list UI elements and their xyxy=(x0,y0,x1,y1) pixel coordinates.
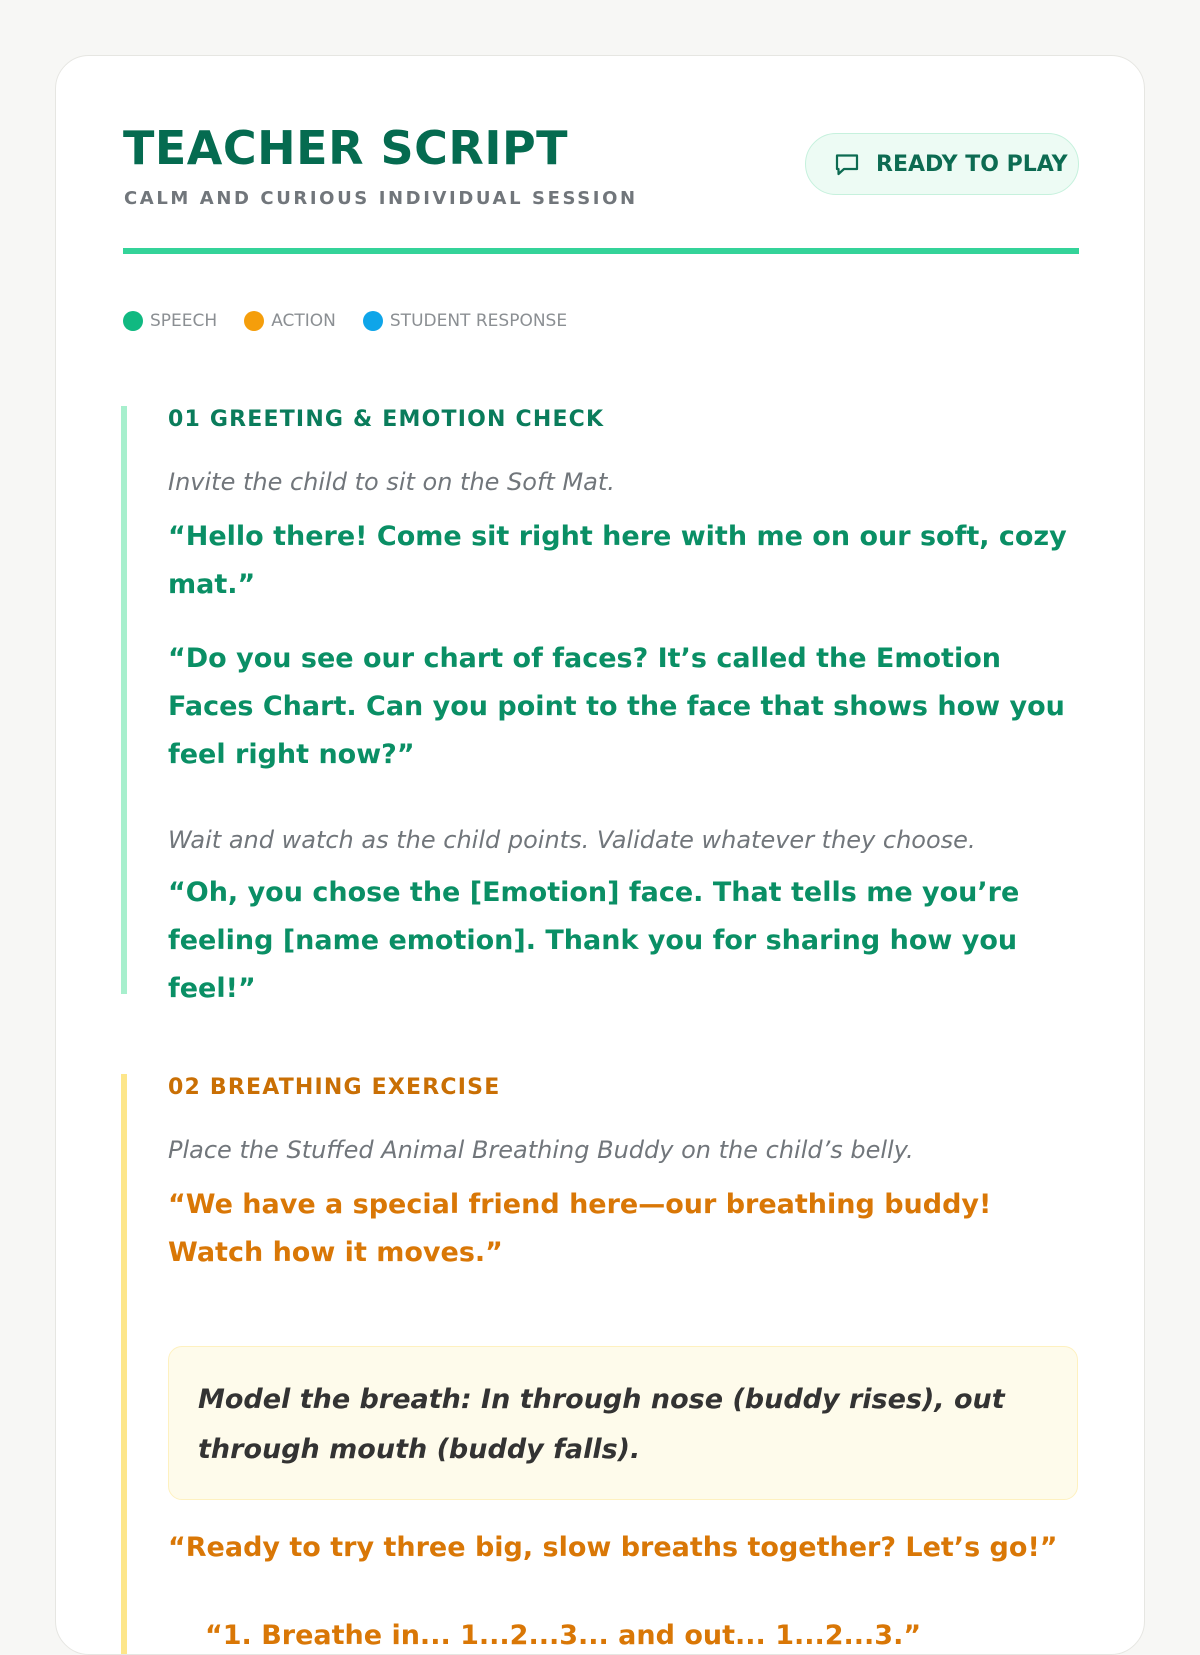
ready-to-play-button[interactable] xyxy=(805,133,1079,195)
script-legend xyxy=(123,308,594,334)
greeting-emotion-check-section xyxy=(121,406,1077,1004)
teacher-script-card xyxy=(55,55,1145,1655)
legend-item-action xyxy=(244,311,336,331)
breathing-count-line: “1. Breathe in... 1...2...3... and out... 1...2...3.” xyxy=(205,1620,922,1651)
page-title: TEACHER SCRIPT xyxy=(123,121,569,175)
speech-line: “We have a special friend here—our breathing buddy! Watch how it moves.” xyxy=(168,1189,992,1268)
legend-item-student-response xyxy=(363,311,567,331)
ready-to-play-label: READY TO PLAY xyxy=(876,151,1068,177)
legend-item-speech xyxy=(123,311,217,331)
student-response-color-dot xyxy=(363,311,383,331)
speech-line: “Ready to try three big, slow breaths together? Let’s go!” xyxy=(168,1532,1058,1563)
speech-line: “Do you see our chart of faces? It’s called the Emotion Faces Chart. Can you point to the face that shows how you feel right now?” xyxy=(168,643,1065,770)
page-subtitle: CALM AND CURIOUS INDIVIDUAL SESSION xyxy=(124,188,638,209)
action-instruction-box xyxy=(168,1346,1078,1500)
speech-bubble-icon xyxy=(832,149,862,179)
speech-line: “Oh, you chose the [Emotion] face. That tells me you’re feeling [name emotion]. Thank you for sharing how you feel!” xyxy=(168,877,1020,1004)
action-color-dot xyxy=(244,311,264,331)
section-heading: 01 GREETING & EMOTION CHECK xyxy=(168,407,605,432)
legend-label-speech: SPEECH xyxy=(150,311,218,331)
legend-label-action: ACTION xyxy=(271,311,336,331)
speech-color-dot xyxy=(123,311,143,331)
stage-direction: Invite the child to sit on the Soft Mat. xyxy=(168,468,615,496)
section-heading: 02 BREATHING EXERCISE xyxy=(168,1075,501,1100)
script-header xyxy=(123,120,1079,254)
breathing-exercise-section xyxy=(121,1074,1077,1655)
speech-line: “Hello there! Come sit right here with me on our soft, cozy mat.” xyxy=(168,521,1067,600)
action-instruction-text: Model the breath: In through nose (buddy rises), out through mouth (buddy falls). xyxy=(198,1384,1005,1465)
stage-direction: Wait and watch as the child points. Validate whatever they choose. xyxy=(168,826,976,854)
legend-label-student-response: STUDENT RESPONSE xyxy=(389,311,568,331)
stage-direction: Place the Stuffed Animal Breathing Buddy on the child’s belly. xyxy=(168,1136,914,1164)
